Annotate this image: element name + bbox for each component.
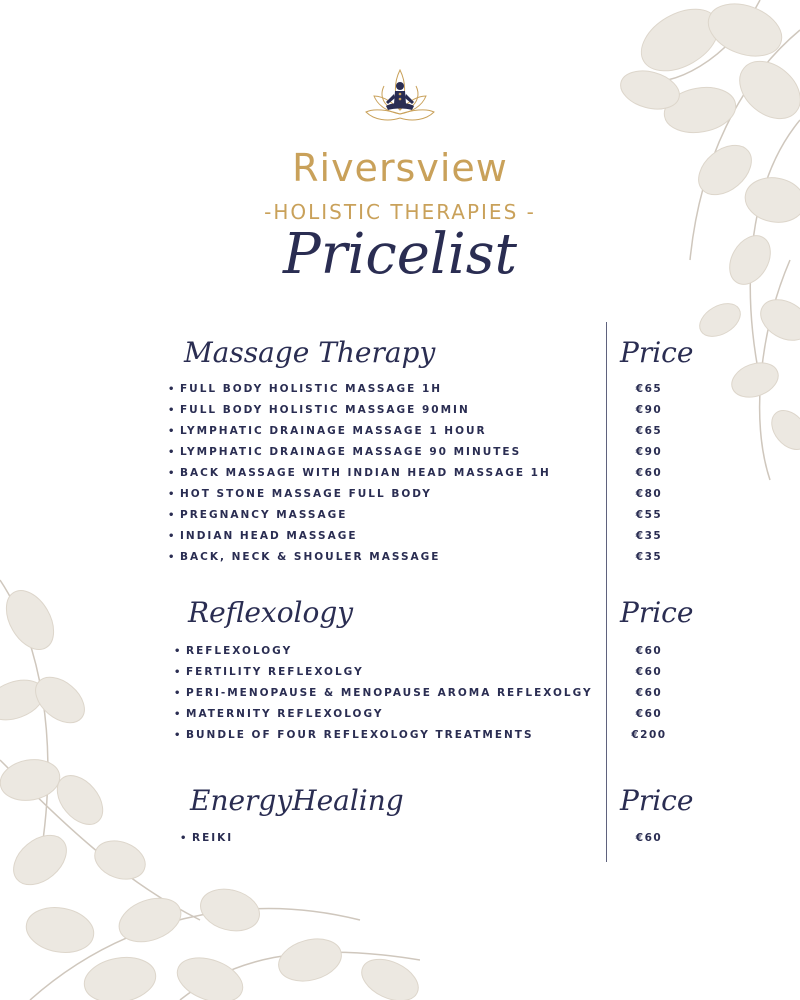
list-item: • FULL BODY HOLISTIC MASSAGE 1H — [168, 383, 443, 395]
price-value: €60 — [635, 467, 663, 479]
price-header: Price — [620, 596, 694, 629]
brand-subtitle: -HOLISTIC THERAPIES - — [264, 200, 536, 224]
price-header: Price — [620, 784, 694, 817]
list-item: • BACK, NECK & SHOULER MASSAGE — [168, 551, 441, 563]
section-title-energy-healing: EnergyHealing — [190, 784, 404, 817]
massage-therapy-prices — [622, 379, 676, 568]
list-item: • REIKI — [180, 832, 234, 844]
price-value: €35 — [635, 551, 663, 563]
energy-healing-list — [180, 828, 234, 849]
price-value: €60 — [635, 687, 663, 699]
list-item: • MATERNITY REFLEXOLOGY — [174, 708, 384, 720]
price-header: Price — [620, 336, 694, 369]
price-value: €65 — [635, 383, 663, 395]
logo — [364, 66, 436, 138]
price-value: €60 — [635, 666, 663, 678]
price-value: €55 — [635, 509, 663, 521]
price-value: €35 — [635, 530, 663, 542]
price-value: €60 — [635, 708, 663, 720]
list-item: • LYMPHATIC DRAINAGE MASSAGE 1 HOUR — [168, 425, 487, 437]
reflexology-list — [174, 641, 593, 746]
list-item: • BUNDLE OF FOUR REFLEXOLOGY TREATMENTS — [174, 729, 534, 741]
list-item: • INDIAN HEAD MASSAGE — [168, 530, 358, 542]
page-title: Pricelist — [283, 222, 517, 287]
price-value: €90 — [635, 404, 663, 416]
list-item: • FERTILITY REFLEXOLGY — [174, 666, 364, 678]
price-value: €60 — [635, 832, 663, 844]
reflexology-prices — [622, 641, 676, 746]
price-value: €80 — [635, 488, 663, 500]
price-value: €60 — [635, 645, 663, 657]
section-title-reflexology: Reflexology — [188, 596, 354, 629]
massage-therapy-list — [168, 379, 551, 568]
price-value: €65 — [635, 425, 663, 437]
list-item: • HOT STONE MASSAGE FULL BODY — [168, 488, 432, 500]
list-item: • BACK MASSAGE WITH INDIAN HEAD MASSAGE 1H — [168, 467, 551, 479]
price-value: €200 — [631, 729, 667, 741]
list-item: • PERI-MENOPAUSE & MENOPAUSE AROMA REFLEXOLGY — [174, 687, 593, 699]
list-item: • REFLEXOLOGY — [174, 645, 293, 657]
meditation-lotus-icon — [364, 66, 436, 138]
price-value: €90 — [635, 446, 663, 458]
list-item: • FULL BODY HOLISTIC MASSAGE 90MIN — [168, 404, 470, 416]
column-divider — [606, 322, 607, 862]
brand-name: Riversview — [292, 146, 508, 190]
energy-healing-prices — [622, 828, 676, 849]
section-title-massage-therapy: Massage Therapy — [184, 336, 436, 369]
list-item: • PREGNANCY MASSAGE — [168, 509, 348, 521]
list-item: • LYMPHATIC DRAINAGE MASSAGE 90 MINUTES — [168, 446, 522, 458]
